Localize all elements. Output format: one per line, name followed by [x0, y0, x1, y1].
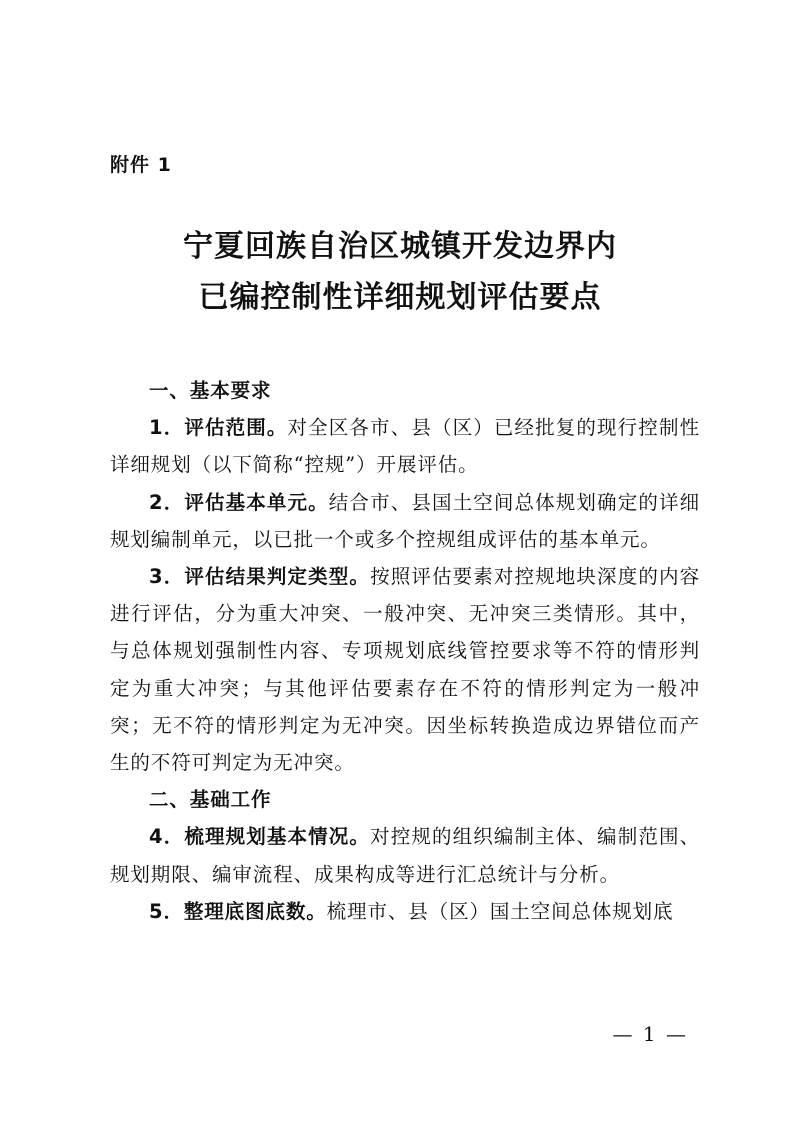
attachment-label: 附件 1 [110, 154, 172, 176]
paragraph [110, 818, 700, 892]
item-label: 4．梳理规划基本情况。 [149, 825, 371, 849]
paragraph [110, 484, 700, 558]
paragraph [110, 409, 700, 483]
section-heading [110, 781, 700, 818]
item-text: 梳理市、县（区）国土空间总体规划底 [326, 899, 674, 923]
item-text: 结合市、县国土空间总体规划确定的详细规划编制单元，以已批一个或多个控规组成评估的基本单元。 [110, 490, 701, 551]
paragraph [110, 558, 700, 781]
section-heading [110, 372, 700, 409]
paragraph [110, 893, 700, 930]
item-label: 2．评估基本单元。 [149, 490, 329, 514]
item-label: 1．评估范围。 [149, 416, 288, 440]
section-heading-text: 二、基础工作 [149, 788, 272, 812]
item-text: 按照评估要素对控规地块深度的内容进行评估，分为重大冲突、一般冲突、无冲突三类情形。其中，与总体规划强制性内容、专项规划底线管控要求等不符的情形判定为重大冲突；与其他评估要素存在不符的情形判定为一般冲突；无不符的情形判定为无冲突。因坐标转换造成边界错位而产生的不符可判定为无冲突。 [110, 565, 700, 775]
section-heading-text: 一、基本要求 [149, 379, 272, 402]
item-text: 对控规的组织编制主体、编制范围、规划期限、编审流程、成果构成等进行汇总统计与分析。 [110, 825, 700, 886]
page-number-text: — 1 — [612, 1022, 688, 1046]
document-title-line-1: 宁夏回族自治区城镇开发边界内 [183, 229, 617, 264]
item-label: 3．评估结果判定类型。 [149, 565, 371, 589]
item-label: 5．整理底图底数。 [149, 899, 327, 923]
document-body [110, 372, 700, 930]
item-text: 对全区各市、县（区）已经批复的现行控制性详细规划（以下简称“控规”）开展评估。 [110, 416, 700, 477]
document-title-line-2: 已编控制性详细规划评估要点 [198, 280, 602, 315]
